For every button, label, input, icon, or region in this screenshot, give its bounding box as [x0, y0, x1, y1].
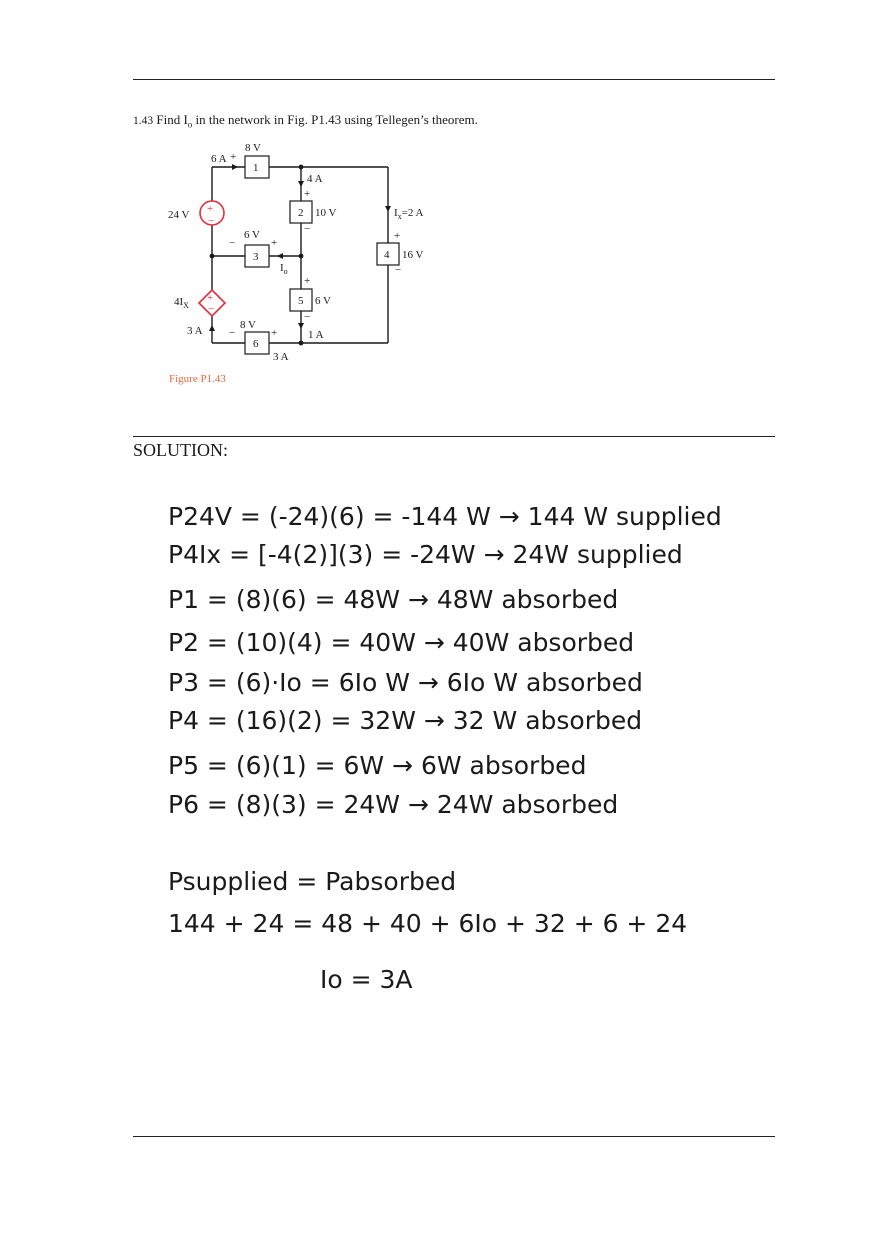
circuit-diagram — [160, 140, 424, 405]
node-left — [210, 254, 215, 259]
label-v2: 10 V — [315, 207, 337, 219]
label-plus-4: + — [394, 230, 401, 242]
solution-line-6: P4 = (16)(2) = 32W → 32 W absorbed — [168, 706, 643, 735]
solution-line-2: P4Ix = [-4(2)](3) = -24W → 24W supplied — [168, 540, 683, 569]
node-middle — [299, 254, 304, 259]
solution-line-5: P3 = (6)·Io = 6Io W → 6Io W absorbed — [168, 668, 643, 697]
label-src-plus: + — [207, 203, 214, 215]
label-v3: 6 V — [244, 229, 260, 241]
balance-label: Psupplied = Pabsorbed — [168, 867, 457, 896]
label-elem2: 2 — [298, 207, 304, 219]
label-elem3: 3 — [253, 251, 259, 263]
label-v1: 8 V — [245, 142, 261, 154]
label-plus-6: + — [271, 327, 278, 339]
node-top — [299, 165, 304, 170]
label-plus-3: + — [271, 237, 278, 249]
label-plus-5: + — [304, 275, 311, 287]
solution-line-3: P1 = (8)(6) = 48W → 48W absorbed — [168, 585, 619, 614]
problem-text-end: in the network in Fig. P1.43 using Tellegen’s theorem. — [192, 112, 478, 127]
figure-caption: Figure P1.43 — [169, 373, 226, 385]
label-minus-6: − — [229, 327, 236, 339]
label-elem1: 1 — [253, 162, 259, 174]
label-v4: 16 V — [402, 249, 424, 261]
label-dep-plus: + — [207, 292, 214, 304]
label-i6: 3 A — [273, 351, 289, 363]
handwritten-solution — [160, 470, 780, 1010]
label-i2: 4 A — [307, 173, 323, 185]
label-elem4: 4 — [384, 249, 390, 261]
label-dep-minus: − — [208, 303, 215, 315]
label-minus-2: − — [304, 223, 311, 235]
arrow-6a — [232, 164, 238, 170]
arrow-4a — [298, 181, 304, 187]
label-minus-5: − — [304, 311, 311, 323]
solution-line-7: P5 = (6)(1) = 6W → 6W absorbed — [168, 751, 587, 780]
arrow-ix — [385, 206, 391, 212]
label-elem5: 5 — [298, 295, 304, 307]
label-dep-src: $4I_X$ — [174, 296, 189, 310]
label-minus-3: − — [229, 237, 236, 249]
problem-number: 1.43 — [133, 115, 154, 127]
bottom-rule — [133, 1136, 775, 1137]
label-elem6: 6 — [253, 338, 259, 350]
label-v6: 8 V — [240, 319, 256, 331]
label-src-v: 24 V — [168, 209, 190, 221]
arrow-io — [277, 253, 283, 259]
arrow-3a-left — [209, 325, 215, 331]
solution-heading: SOLUTION: — [133, 440, 228, 460]
solution-line-1: P24V = (-24)(6) = -144 W → 144 W supplied — [168, 502, 722, 531]
label-v5: 6 V — [315, 295, 331, 307]
label-minus-4: − — [395, 264, 402, 276]
node-bottom — [299, 341, 304, 346]
label-plus-1: + — [230, 151, 237, 163]
result-line: Io = 3A — [320, 965, 413, 994]
top-rule — [133, 79, 775, 80]
label-i-left: 3 A — [187, 325, 203, 337]
problem-statement — [133, 112, 478, 130]
label-plus-2: + — [304, 188, 311, 200]
arrow-1a — [298, 323, 304, 329]
label-i1: 6 A — [211, 153, 227, 165]
balance-equation: 144 + 24 = 48 + 40 + 6Io + 32 + 6 + 24 — [168, 909, 688, 938]
problem-subscript: o — [187, 119, 193, 130]
label-src-minus: − — [208, 215, 215, 227]
solution-line-4: P2 = (10)(4) = 40W → 40W absorbed — [168, 628, 635, 657]
problem-text-start: Find I — [156, 112, 188, 127]
label-i5: 1 A — [308, 329, 324, 341]
solution-line-8: P6 = (8)(3) = 24W → 24W absorbed — [168, 790, 619, 819]
label-io: $I_o$ — [280, 262, 288, 276]
section-rule — [133, 436, 775, 437]
label-ix: $I_x=2$ A — [394, 207, 424, 221]
